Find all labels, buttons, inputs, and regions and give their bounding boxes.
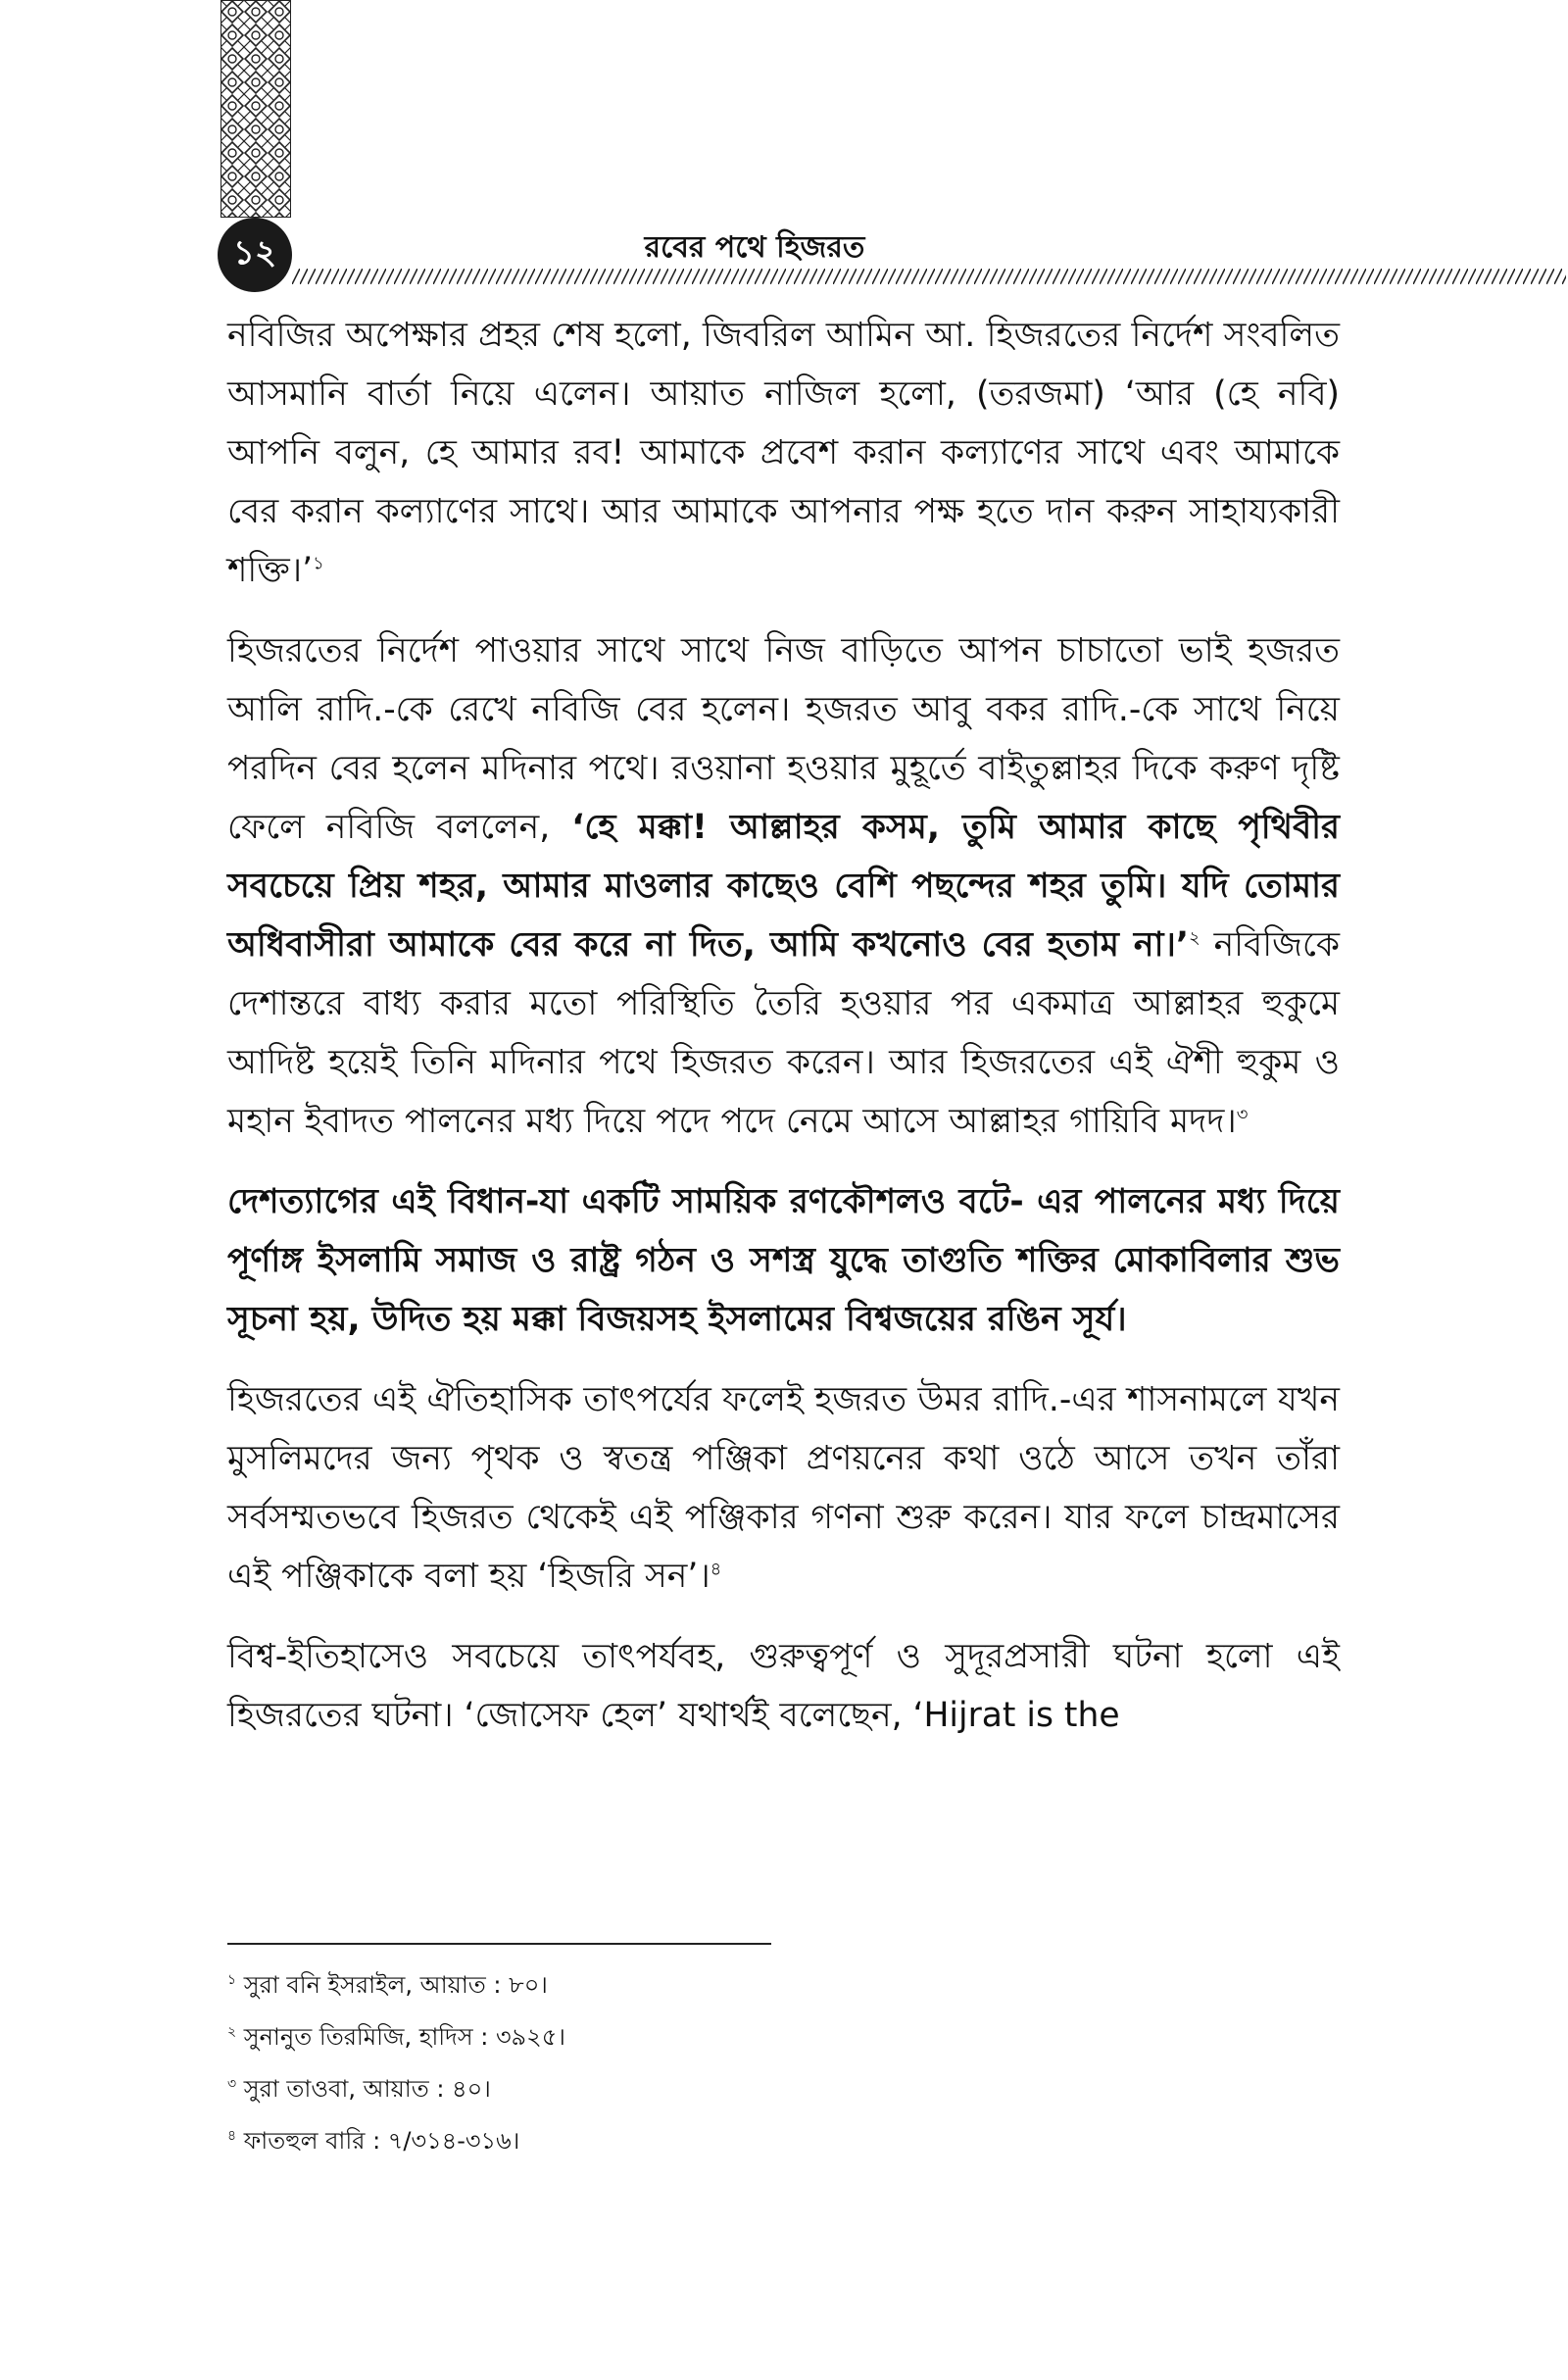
- paragraph-3: দেশত্যাগের এই বিধান-যা একটি সাময়িক রণকৌশলও বটে- এর পালনের মধ্য দিয়ে পূর্ণাঙ্গ ইসলামি সমাজ ও রাষ্ট্র গঠন ও সশস্ত্র যুদ্ধে তাগুতি শক্তির মোকাবিলার শুভ সূচনা হয়, উদিত হয় মক্কা বিজয়সহ ইসলামের বিশ্বজয়ের রঙিন সূর্য।: [227, 1182, 1340, 1339]
- footnote-item: $^৩$ সুরা তাওবা, আয়াত : ৪০।: [227, 2075, 491, 2103]
- main-text: [227, 306, 1340, 1766]
- paragraph-2: হিজরতের নির্দেশ পাওয়ার সাথে সাথে নিজ বাড়িতে আপন চাচাতো ভাই হজরত আলি রাদি.-কে রেখে নবিজি বের হলেন। হজরত আবু বকর রাদি.-কে সাথে নিয়ে পরদিন বের হলেন মদিনার পথে। রওয়ানা হওয়ার মুহূর্তে বাইতুল্লাহর দিকে করুণ দৃষ্টি ফেলে নবিজি বললেন, ‘হে মক্কা! আল্লাহর কসম, তুমি আমার কাছে পৃথিবীর সবচেয়ে প্রিয় শহর, আমার মাওলার কাছেও বেশি পছন্দের শহর তুমি। যদি তোমার অধিবাসীরা আমাকে বের করে না দিত, আমি কখনোও বের হতাম না।’$^২$ নবিজিকে দেশান্তরে বাধ্য করার মতো পরিস্থিতি তৈরি হওয়ার পর একমাত্র আল্লাহর হুকুমে আদিষ্ট হয়েই তিনি মদিনার পথে হিজরত করেন। আর হিজরতের এই ঐশী হুকুম ও মহান ইবাদত পালনের মধ্য দিয়ে পদে পদে নেমে আসে আল্লাহর গায়িবি মদদ।$^৩$: [227, 631, 1340, 1141]
- paragraph-1: নবিজির অপেক্ষার প্রহর শেষ হলো, জিবরিল আমিন আ. হিজরতের নির্দেশ সংবলিত আসমানি বার্তা নিয়ে এলেন। আয়াত নাজিল হলো, (তরজমা) ‘আর (হে নবি) আপনি বলুন, হে আমার রব! আমাকে প্রবেশ করান কল্যাণের সাথে এবং আমাকে বের করান কল্যাণের সাথে। আর আমাকে আপনার পক্ষ হতে দান করুন সাহায্যকারী শক্তি।’$^১$: [227, 316, 1340, 590]
- running-title: রবের পথে হিজরত: [644, 230, 865, 265]
- footnote-ref-3: ৩: [1236, 1104, 1249, 1125]
- header-hatch-rule: [292, 269, 1566, 284]
- footnote-ref-2: ২: [1188, 927, 1200, 949]
- footnote-item: $^১$ সুরা বনি ইসরাইল, আয়াত : ৮০।: [227, 1971, 548, 1999]
- ornament-border-icon: [220, 0, 291, 218]
- paragraph-5: বিশ্ব-ইতিহাসেও সবচেয়ে তাৎপর্যবহ, গুরুত্বপূর্ণ ও সুদূরপ্রসারী ঘটনা হলো এই হিজরতের ঘটনা। ‘জোসেফ হেল’ যথার্থই বলেছেন, ‘Hijrat is the: [227, 1637, 1340, 1735]
- prophet-quote: ‘হে মক্কা! আল্লাহর কসম, তুমি আমার কাছে পৃথিবীর সবচেয়ে প্রিয় শহর, আমার মাওলার কাছেও বেশি পছন্দের শহর তুমি। যদি তোমার অধিবাসীরা আমাকে বের করে না দিত, আমি কখনোও বের হতাম না।’: [227, 808, 1340, 965]
- footnote-ref-4: ৪: [710, 1559, 722, 1580]
- footnote-item: $^৪$ ফাতহুল বারি : ৭/৩১৪-৩১৬।: [227, 2127, 520, 2155]
- footnote-ref-1: ১: [313, 553, 324, 574]
- footnote-divider: [227, 1943, 771, 1945]
- footnotes: [227, 1957, 1109, 2164]
- paragraph-4: হিজরতের এই ঐতিহাসিক তাৎপর্যের ফলেই হজরত উমর রাদি.-এর শাসনামলে যখন মুসলিমদের জন্য পৃথক ও স্বতন্ত্র পঞ্জিকা প্রণয়নের কথা ওঠে আসে তখন তাঁরা সর্বসম্মতভবে হিজরত থেকেই এই পঞ্জিকার গণনা শুরু করেন। যার ফলে চান্দ্রমাসের এই পঞ্জিকাকে বলা হয় ‘হিজরি সন’।$^৪$: [227, 1380, 1340, 1596]
- page-number: ১২: [218, 218, 292, 292]
- footnote-item: $^২$ সুনানুত তিরমিজি, হাদিস : ৩৯২৫।: [227, 2023, 565, 2051]
